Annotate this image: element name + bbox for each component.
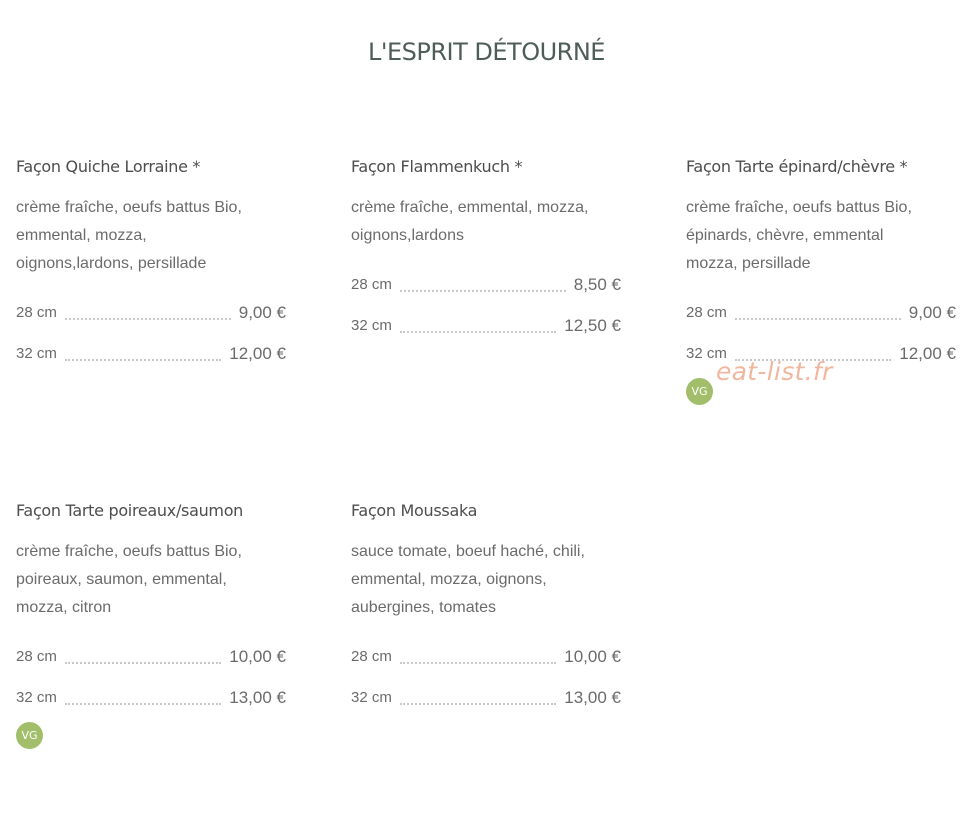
size-label: 32 cm <box>351 689 392 706</box>
dot-leader <box>65 318 231 320</box>
watermark: eat-list.fr <box>716 357 833 386</box>
price-value: 10,00 € <box>564 646 621 666</box>
size-label: 32 cm <box>686 345 727 362</box>
dot-leader <box>65 703 221 705</box>
item-description: crème fraîche, emmental, mozza, oignons,lardons <box>351 199 589 244</box>
size-label: 28 cm <box>351 276 392 293</box>
dot-leader <box>400 290 566 292</box>
dot-leader <box>735 318 901 320</box>
vg-badge: VG <box>16 722 43 749</box>
price-row <box>351 305 621 346</box>
price-value: 13,00 € <box>229 687 286 707</box>
price-value: 12,50 € <box>564 315 621 335</box>
price-value: 9,00 € <box>238 302 286 322</box>
dot-leader <box>400 703 556 705</box>
menu-item <box>16 500 286 749</box>
price-value: 8,50 € <box>573 274 621 294</box>
item-name: Façon Moussaka <box>351 501 478 520</box>
item-name: Façon Tarte poireaux/saumon <box>16 501 244 520</box>
size-label: 28 cm <box>16 648 57 665</box>
price-row <box>351 264 621 305</box>
price-list <box>351 264 621 346</box>
size-label: 28 cm <box>351 648 392 665</box>
size-label: 28 cm <box>16 304 57 321</box>
price-row <box>16 333 286 374</box>
price-list <box>16 636 286 718</box>
price-value: 13,00 € <box>564 687 621 707</box>
menu-item <box>351 500 621 718</box>
size-label: 32 cm <box>351 317 392 334</box>
price-value: 12,00 € <box>229 343 286 363</box>
page-title: L'ESPRIT DÉTOURNÉ <box>368 38 605 66</box>
price-row <box>351 677 621 718</box>
price-value: 12,00 € <box>899 343 956 363</box>
menu-item <box>16 156 286 374</box>
item-description: sauce tomate, boeuf haché, chili, emmental, mozza, oignons, aubergines, tomates <box>351 543 585 616</box>
item-description: crème fraîche, oeufs battus Bio, poireaux, saumon, emmental, mozza, citron <box>16 543 242 616</box>
price-value: 10,00 € <box>229 646 286 666</box>
size-label: 28 cm <box>686 304 727 321</box>
item-name: Façon Quiche Lorraine * <box>16 157 201 176</box>
dot-leader <box>400 662 556 664</box>
vg-badge: VG <box>686 378 713 405</box>
menu-item <box>351 156 621 346</box>
item-name: Façon Tarte épinard/chèvre * <box>686 157 908 176</box>
price-list <box>351 636 621 718</box>
item-description: crème fraîche, oeufs battus Bio, épinards, chèvre, emmental mozza, persillade <box>686 199 912 272</box>
dot-leader <box>65 662 221 664</box>
price-row <box>16 292 286 333</box>
dot-leader <box>400 331 556 333</box>
size-label: 32 cm <box>16 345 57 362</box>
price-row <box>351 636 621 677</box>
size-label: 32 cm <box>16 689 57 706</box>
price-row <box>16 636 286 677</box>
price-row <box>16 677 286 718</box>
item-name: Façon Flammenkuch * <box>351 157 523 176</box>
item-description: crème fraîche, oeufs battus Bio, emmental, mozza, oignons,lardons, persillade <box>16 199 242 272</box>
dot-leader <box>65 359 221 361</box>
price-value: 9,00 € <box>908 302 956 322</box>
price-list <box>16 292 286 374</box>
price-row <box>686 292 956 333</box>
